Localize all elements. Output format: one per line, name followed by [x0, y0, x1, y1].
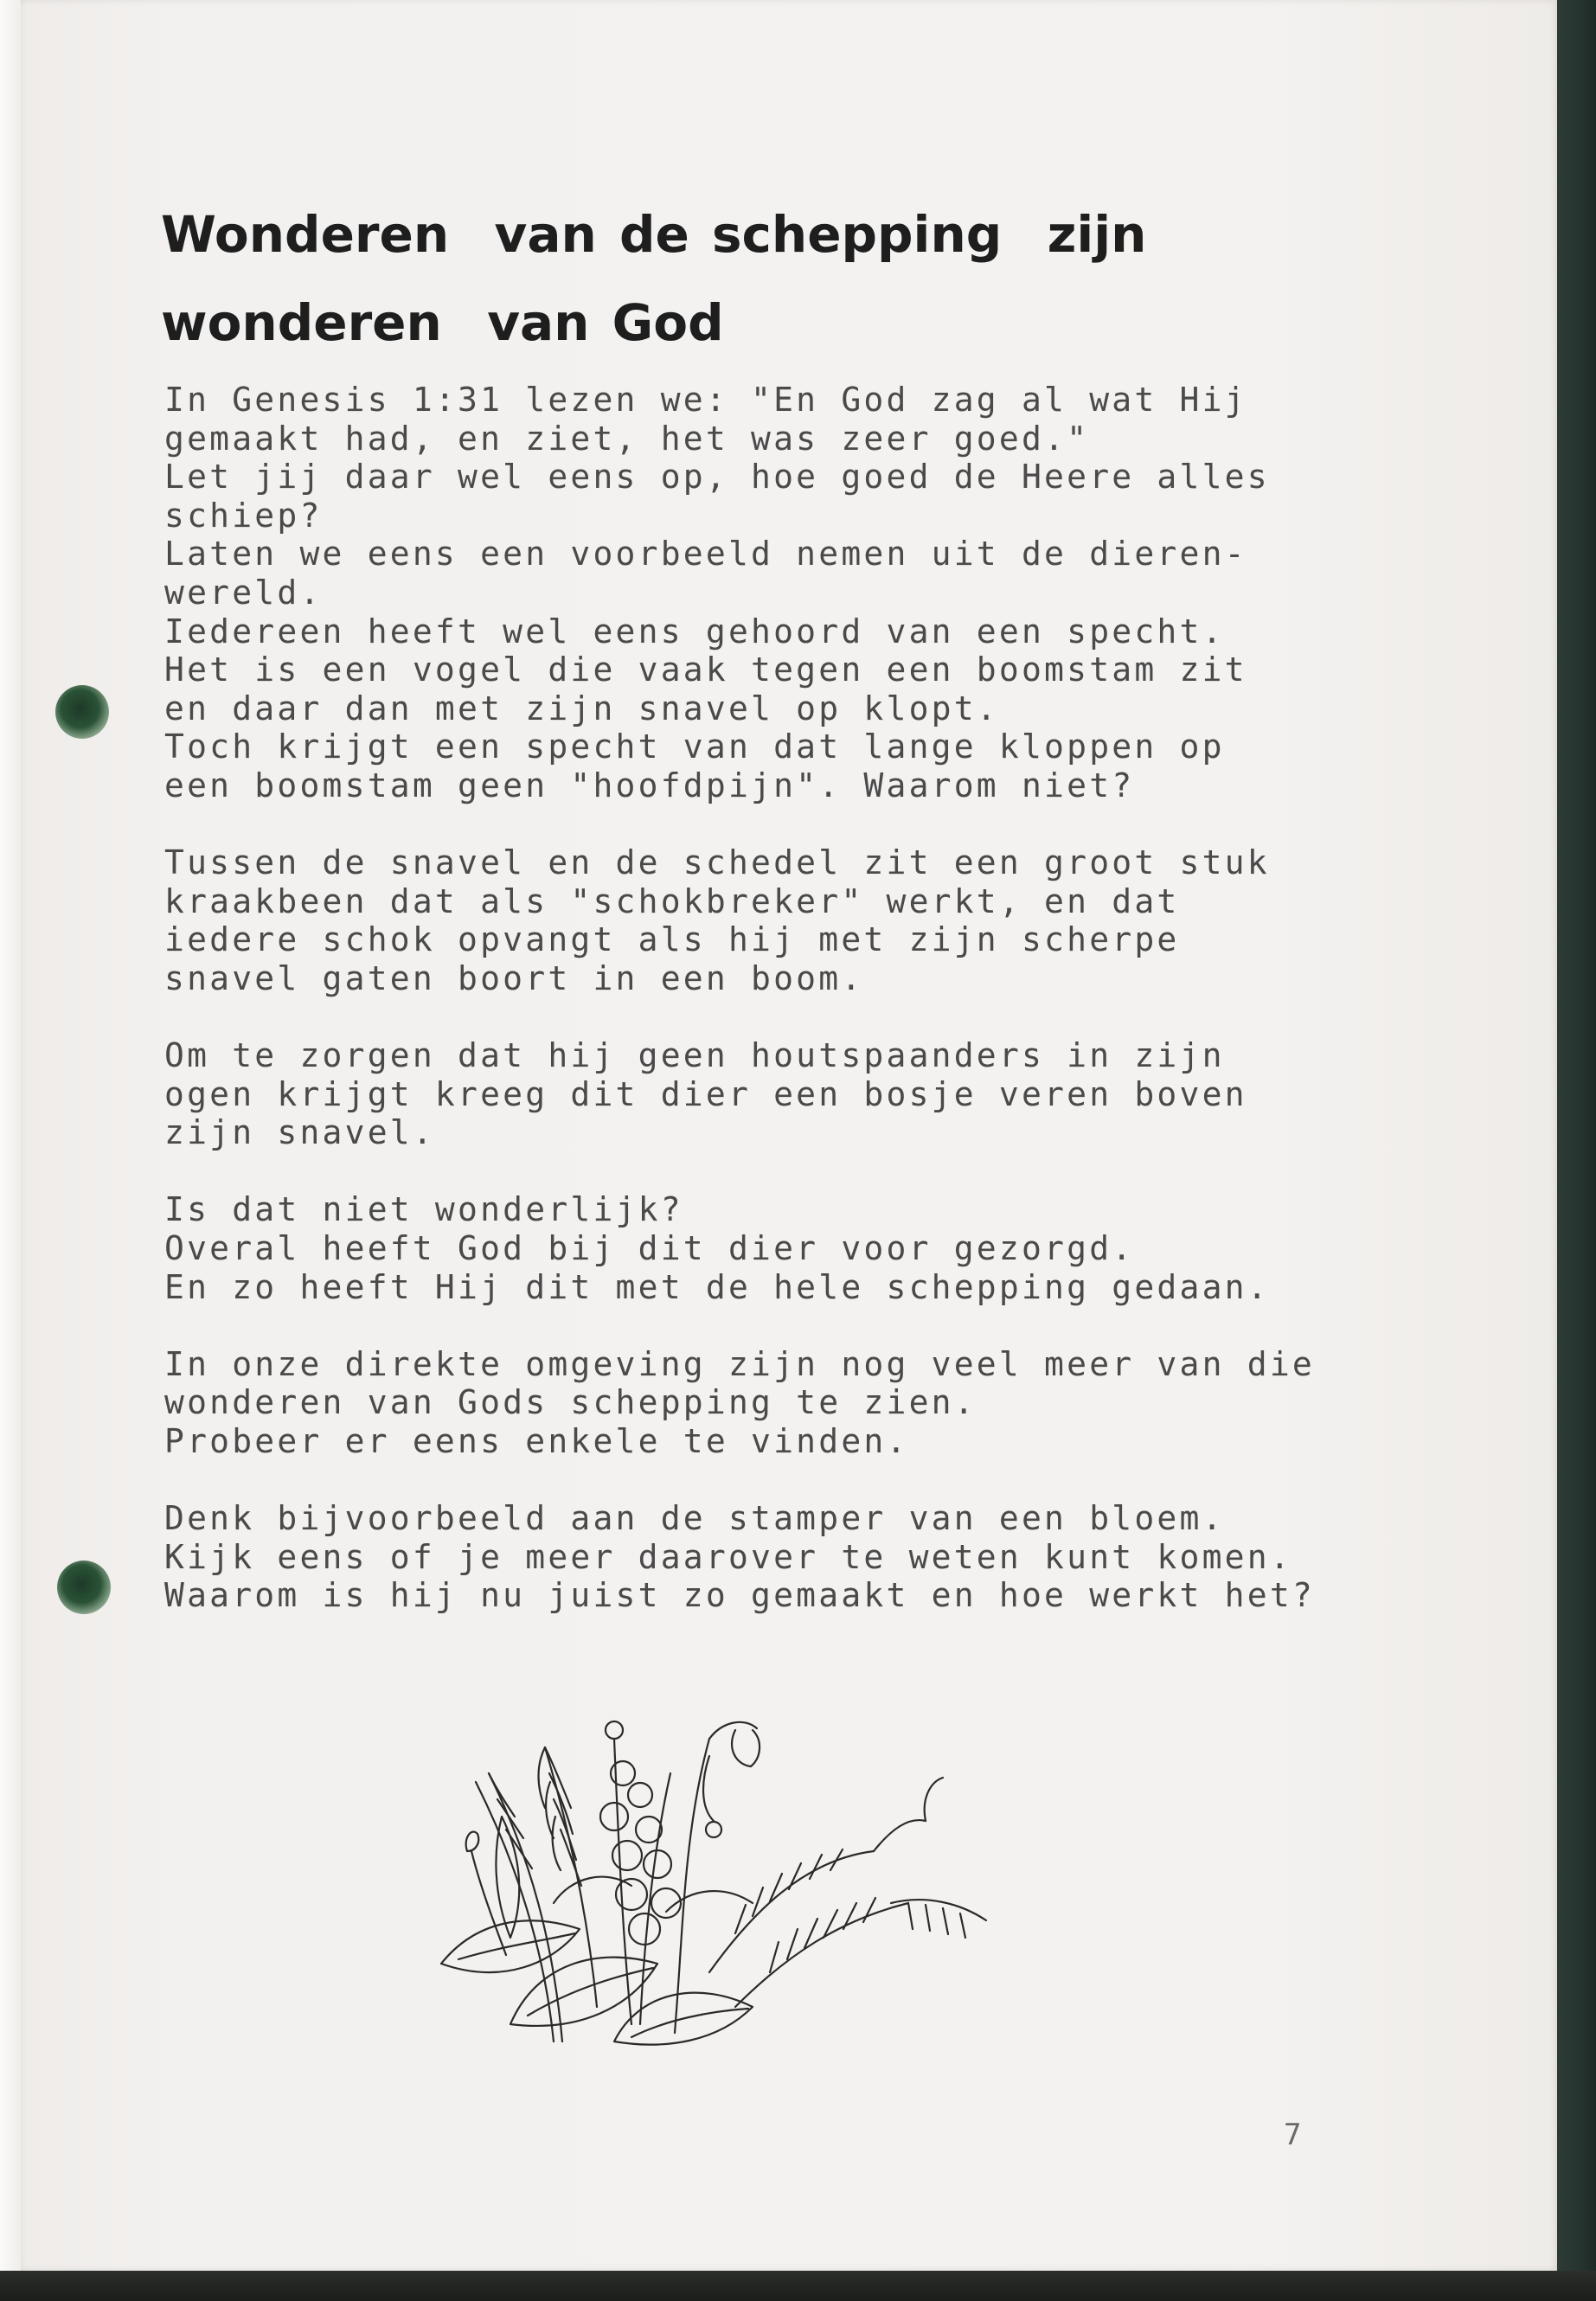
text-line: zijn snavel.: [164, 1113, 435, 1152]
plant-illustration: [424, 1644, 1064, 2059]
text-line: en daar dan met zijn snavel op klopt.: [164, 689, 999, 727]
binder-cover-edge: [1557, 0, 1596, 2301]
page-number: 7: [1284, 2118, 1302, 2152]
text-line: wonderen van Gods schepping te zien.: [164, 1383, 977, 1422]
text-line: gemaakt had, en ziet, het was zeer goed.": [164, 419, 1090, 458]
text-line: In Genesis 1:31 lezen we: "En God zag al wat Hij: [164, 381, 1247, 419]
bell-flower: [675, 1722, 760, 2033]
scan-bottom-edge: [0, 2271, 1596, 2301]
broad-leaves: [441, 1877, 753, 2045]
body-text: [164, 381, 1393, 1654]
fern-leaves: [709, 1778, 986, 2007]
title-line: Wonderen van de schepping zijn: [161, 205, 1147, 264]
text-line: En zo heeft Hij dit met de hele schepping gedaan.: [164, 1267, 1270, 1306]
text-line: ogen krijgt kreeg dit dier een bosje veren boven: [164, 1074, 1247, 1113]
text-line: Tussen de snavel en de schedel zit een groot stuk: [164, 843, 1270, 882]
scan-left-edge: [0, 0, 21, 2301]
text-line: In onze direkte omgeving zijn nog veel meer van die: [164, 1344, 1315, 1383]
text-line: Kijk eens of je meer daarover te weten kunt komen.: [164, 1537, 1292, 1576]
page-title: [161, 190, 1372, 367]
punch-hole-top: [55, 685, 109, 739]
text-line: Denk bijvoorbeeld aan de stamper van een bloem.: [164, 1499, 1225, 1538]
title-line: wonderen van God: [161, 293, 724, 352]
text-line: Waarom is hij nu juist zo gemaakt en hoe werkt het?: [164, 1576, 1315, 1615]
text-line: Toch krijgt een specht van dat lange kloppen op: [164, 727, 1225, 766]
text-line: Om te zorgen dat hij geen houtspaanders in zijn: [164, 1036, 1225, 1075]
text-line: Het is een vogel die vaak tegen een boomstam zit: [164, 651, 1247, 689]
wheat-stalk: [539, 1747, 598, 2007]
text-line: kraakbeen dat als "schokbreker" werkt, en dat: [164, 881, 1180, 920]
text-line: Is dat niet wonderlijk?: [164, 1190, 683, 1229]
paragraph-genesis: [164, 381, 1393, 805]
text-line: Let jij daar wel eens op, hoe goed de Heere alles: [164, 458, 1270, 497]
paragraph-kraakbeen: [164, 843, 1393, 997]
text-line: schiep?: [164, 496, 323, 535]
text-line: snavel gaten boort in een boom.: [164, 958, 864, 997]
paragraph-omgeving: [164, 1345, 1393, 1461]
text-line: iedere schok opvangt als hij met zijn scherpe: [164, 920, 1180, 959]
text-line: een boomstam geen "hoofdpijn". Waarom niet?: [164, 766, 1135, 804]
punch-hole-bottom: [57, 1561, 111, 1614]
paragraph-stamper: [164, 1499, 1393, 1615]
text-line: Laten we eens een voorbeeld nemen uit de dieren-: [164, 535, 1247, 574]
text-line: Iedereen heeft wel eens gehoord van een specht.: [164, 612, 1225, 651]
paragraph-wonderlijk: [164, 1190, 1393, 1306]
text-line: Probeer er eens enkele te vinden.: [164, 1422, 909, 1461]
text-line: Overal heeft God bij dit dier voor gezorgd.: [164, 1229, 1135, 1268]
text-line: wereld.: [164, 573, 323, 612]
paragraph-veren: [164, 1036, 1393, 1152]
